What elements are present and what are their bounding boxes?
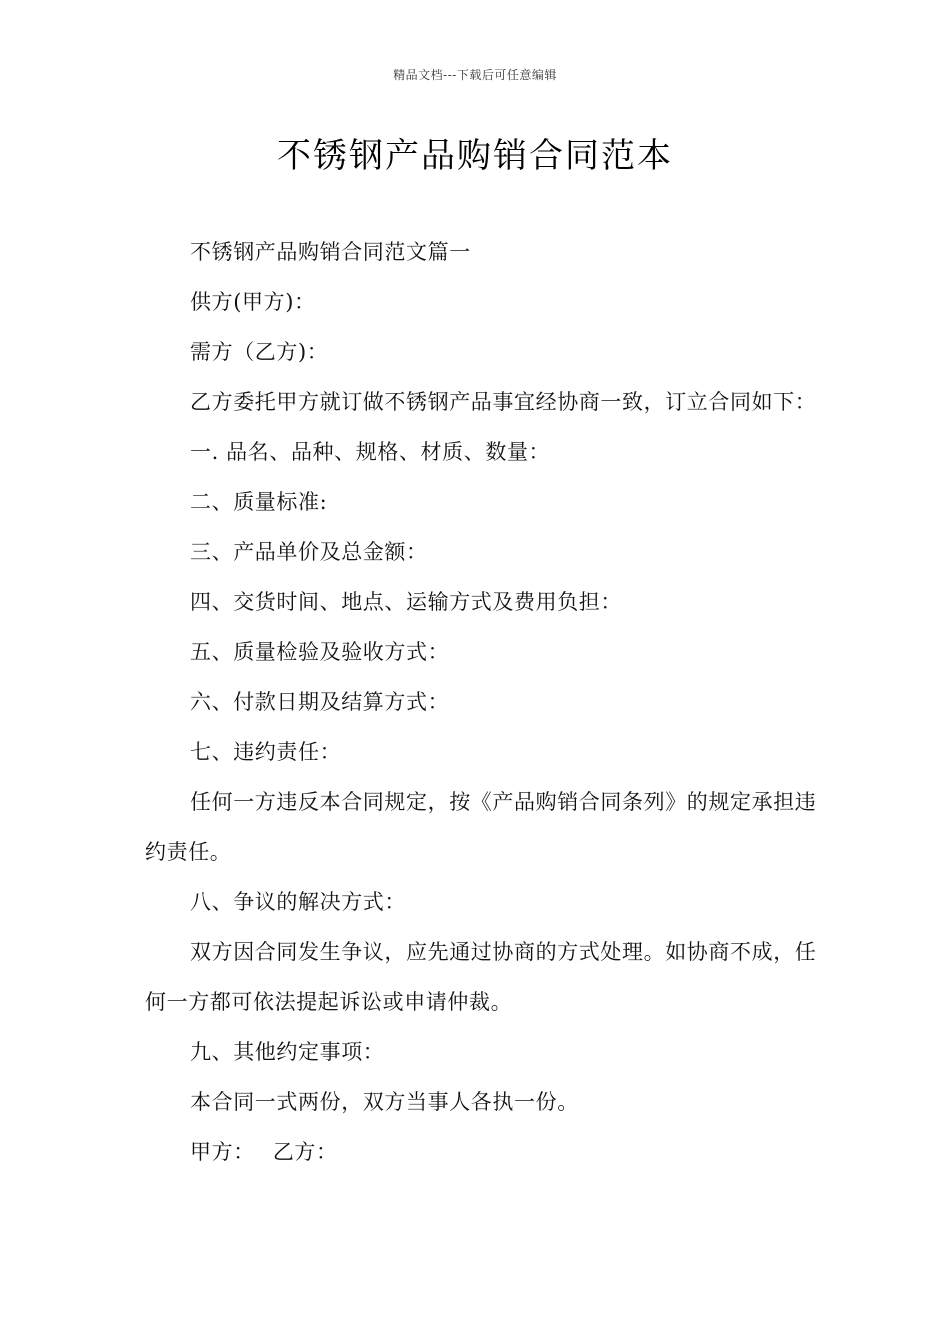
- signature-line: [145, 1127, 825, 1177]
- document-title: 不锈钢产品购销合同范本: [277, 136, 673, 176]
- clause-4-heading: 四、交货时间、地点、运输方式及费用负担：: [190, 590, 622, 614]
- clause-1-heading: 一. 品名、品种、规格、材质、数量：: [190, 440, 551, 464]
- paragraph-intro: 乙方委托甲方就订做不锈钢产品事宜经协商一致，订立合同如下：: [190, 390, 817, 414]
- clause-2-heading: 二、质量标准:: [190, 490, 328, 514]
- paragraph-supplier: 供方(甲方)：: [190, 290, 316, 314]
- clause-7-heading: 七、违约责任：: [190, 740, 342, 764]
- party-b-signature-label: 乙方：: [272, 1140, 338, 1164]
- clause-8-text: 双方因合同发生争议，应先通过协商的方式处理。如协商不成，任何一方都可依法提起诉讼或申请仲裁。: [145, 940, 817, 1014]
- clause-6-heading: 六、付款日期及结算方式：: [190, 690, 450, 714]
- clause-5-heading: 五、质量检验及验收方式：: [190, 640, 450, 664]
- header-note: 精品文档---下载后可任意编辑: [393, 68, 557, 82]
- clause-3-heading: 三、产品单价及总金额：: [190, 540, 428, 564]
- clause-7-text: 任何一方违反本合同规定，按《产品购销合同条列》的规定承担违约责任。: [145, 790, 817, 864]
- document-body: [145, 227, 825, 1177]
- clause-9-heading: 九、其他约定事项：: [190, 1040, 385, 1064]
- paragraph-subtitle: 不锈钢产品购销合同范文篇一: [190, 240, 471, 264]
- clause-9-text: 本合同一式两份，双方当事人各执一份。: [190, 1090, 579, 1114]
- paragraph-buyer: 需方（乙方)：: [190, 340, 329, 364]
- party-a-signature-label: 甲方：: [190, 1140, 255, 1164]
- clause-8-heading: 八、争议的解决方式：: [190, 890, 406, 914]
